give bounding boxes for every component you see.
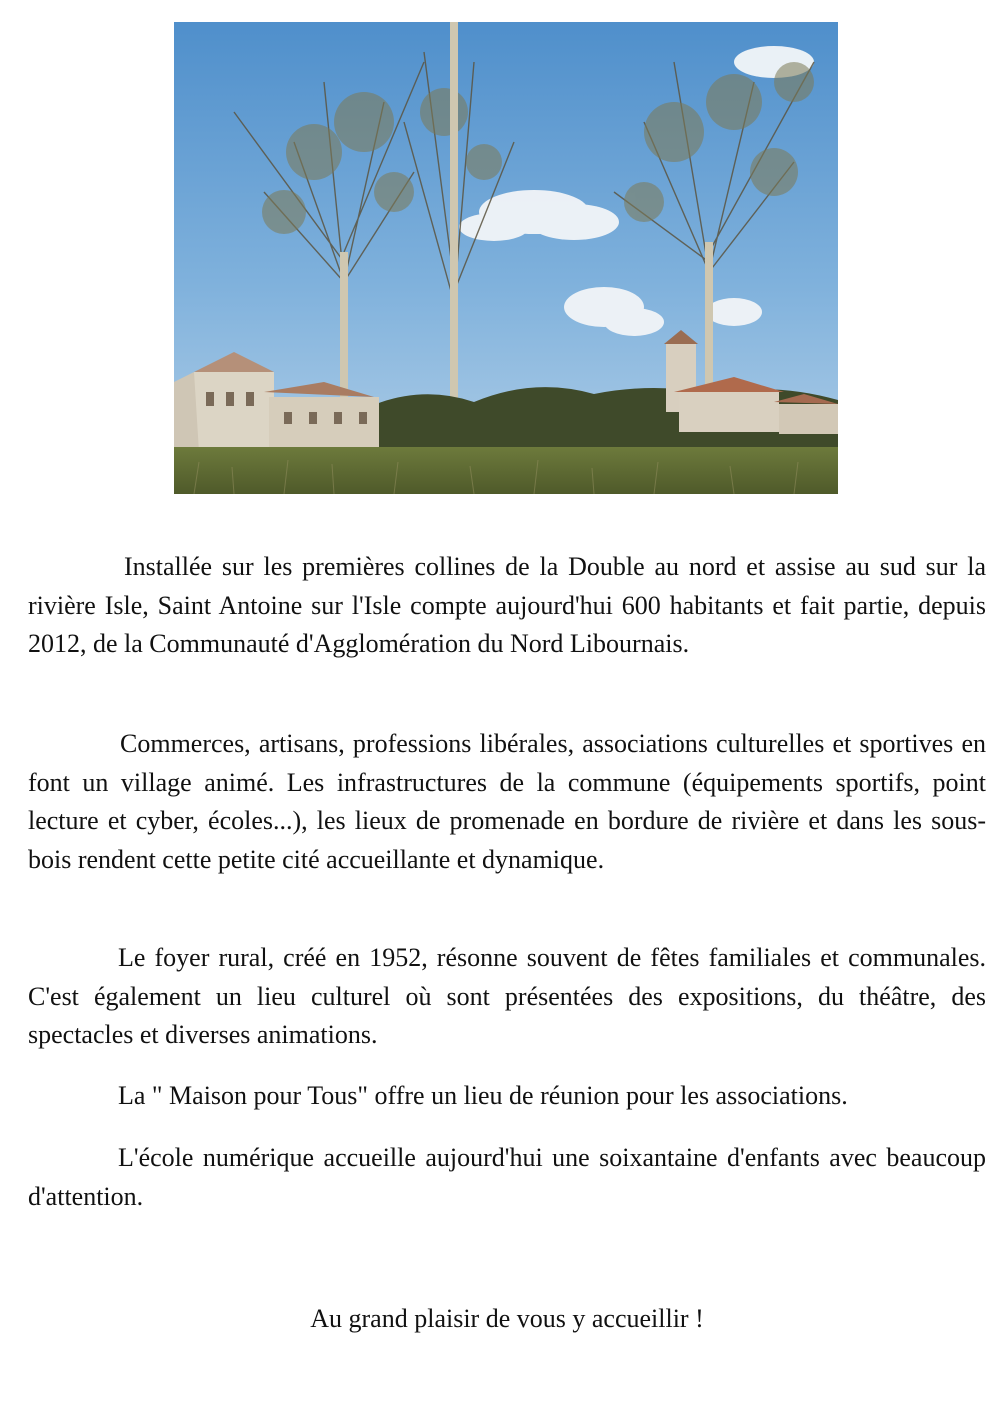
village-landscape-photo (174, 22, 838, 494)
paragraph-intro: Installée sur les premières collines de la Double au nord et assise au sud sur la rivière Isle, Saint Antoine sur l'Isle compte aujourd'hui 600 habitants et fait partie, depuis 2012, de la Communauté d'Agglomération du Nord Libournais. (28, 552, 986, 658)
closing-line: Au grand plaisir de vous y accueillir ! (310, 1304, 704, 1333)
paragraph-maison-pour-tous: La " Maison pour Tous" offre un lieu de réunion pour les associations. (118, 1081, 848, 1110)
village-landscape-icon (174, 22, 838, 494)
paragraph-foyer-rural: Le foyer rural, créé en 1952, résonne souvent de fêtes familiales et communales. C'est également un lieu culturel où sont présentées des expositions, du théâtre, des spectacles et diverses animations. (28, 943, 986, 1049)
paragraph-commerces: Commerces, artisans, professions libérales, associations culturelles et sportives en font un village animé. Les infrastructures de la commune (équipements sportifs, point lecture et cyber, écoles...), les lieux de promenade en bordure de rivière et dans les sous-bois rendent cette petite cité accueillante et dynamique. (28, 729, 986, 874)
paragraph-ecole: L'école numérique accueille aujourd'hui une soixantaine d'enfants avec beaucoup d'attention. (28, 1143, 986, 1211)
